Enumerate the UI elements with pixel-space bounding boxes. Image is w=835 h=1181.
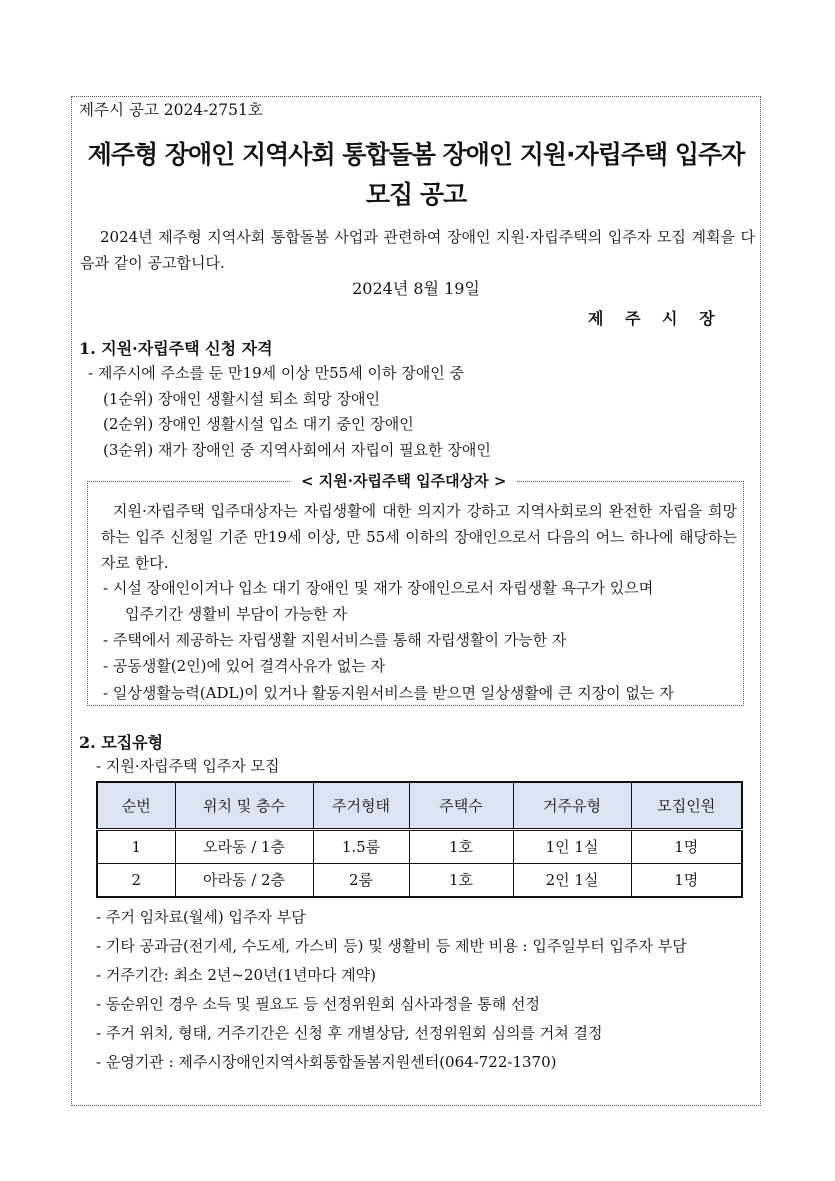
table-header-row <box>97 782 742 829</box>
note-item: - 운영기관 : 제주시장애인지역사회통합돌봄지원센터(064-722-1370) <box>96 1053 557 1071</box>
column-header: 순번 <box>97 782 175 829</box>
table-row <box>97 863 742 897</box>
section1-item: (1순위) 장애인 생활시설 퇴소 희망 장애인 <box>103 390 380 408</box>
table-cell: 1명 <box>631 863 742 897</box>
eligibility-box-title: < 지원·자립주택 입주대상자 > <box>291 470 516 491</box>
table-cell: 1호 <box>409 863 513 897</box>
section1-lead: - 제주시에 주소를 둔 만19세 이상 만55세 이하 장애인 중 <box>88 364 464 382</box>
note-item: - 동순위인 경우 소득 및 필요도 등 선정위원회 심사과정을 통해 선정 <box>96 995 540 1013</box>
table-cell: 아라동 / 2층 <box>175 863 313 897</box>
note-item: - 주거 위치, 형태, 거주기간은 신청 후 개별상담, 선정위원회 심의를 거쳐 결정 <box>96 1024 603 1042</box>
note-item: - 주거 임차료(월세) 입주자 부담 <box>96 908 306 926</box>
section2-lead: - 지원·자립주택 입주자 모집 <box>96 757 280 775</box>
eligibility-bullet-cont: 입주기간 생활비 부담이 가능한 자 <box>125 605 347 623</box>
eligibility-description: 지원·자립주택 입주대상자는 자립생활에 대한 의지가 강하고 지역사회로의 완전한 자립을 희망하는 입주 신청일 기준 만19세 이상, 만 55세 이하의 장애인으로서 다음의 어느 하나에 해당하는 자로 한다. <box>101 502 737 572</box>
table-cell: 1.5룸 <box>313 829 409 863</box>
note-item: - 기타 공과금(전기세, 수도세, 가스비 등) 및 생활비 등 제반 비용 : 입주일부터 입주자 부담 <box>96 937 687 955</box>
column-header: 주택수 <box>409 782 513 829</box>
intro-paragraph: 2024년 제주형 지역사회 통합돌봄 사업과 관련하여 장애인 지원·자립주택의 입주자 모집 계획을 다음과 같이 공고합니다. <box>80 228 755 272</box>
section2-heading: 2. 모집유형 <box>79 733 164 752</box>
column-header: 위치 및 층수 <box>175 782 313 829</box>
section1-item: (2순위) 장애인 생활시설 입소 대기 중인 장애인 <box>103 415 414 433</box>
table-cell: 1호 <box>409 829 513 863</box>
table-cell: 오라동 / 1층 <box>175 829 313 863</box>
title-line-1: 제주형 장애인 지역사회 통합돌봄 장애인 지원·자립주택 입주자 <box>87 140 745 169</box>
notice-number: 제주시 공고 2024-2751호 <box>79 101 263 119</box>
notice-date: 2024년 8월 19일 <box>352 279 480 298</box>
recruitment-table <box>96 781 743 898</box>
column-header: 모집인원 <box>631 782 742 829</box>
section1-item: (3순위) 재가 장애인 중 지역사회에서 자립이 필요한 장애인 <box>103 441 491 459</box>
table-cell: 2 <box>97 863 175 897</box>
eligibility-bullet: - 공동생활(2인)에 있어 결격사유가 없는 자 <box>103 657 385 675</box>
title-line-2: 모집 공고 <box>365 180 467 209</box>
note-item: - 거주기간: 최소 2년~20년(1년마다 계약) <box>96 966 377 984</box>
table-row <box>97 829 742 863</box>
eligibility-bullet: - 주택에서 제공하는 자립생활 지원서비스를 통해 자립생활이 가능한 자 <box>103 631 567 649</box>
table-cell: 2룸 <box>313 863 409 897</box>
table-cell: 2인 1실 <box>513 863 631 897</box>
column-header: 거주유형 <box>513 782 631 829</box>
eligibility-bullet: - 시설 장애인이거나 입소 대기 장애인 및 재가 장애인으로서 자립생활 욕구가 있으며 <box>103 579 654 597</box>
table-cell: 1 <box>97 829 175 863</box>
signer: 제 주 시 장 <box>588 309 723 328</box>
table-cell: 1인 1실 <box>513 829 631 863</box>
eligibility-bullet: - 일상생활능력(ADL)이 있거나 활동지원서비스를 받으면 일상생활에 큰 지장이 없는 자 <box>103 684 674 702</box>
column-header: 주거형태 <box>313 782 409 829</box>
section1-heading: 1. 지원·자립주택 신청 자격 <box>79 339 273 358</box>
table-cell: 1명 <box>631 829 742 863</box>
